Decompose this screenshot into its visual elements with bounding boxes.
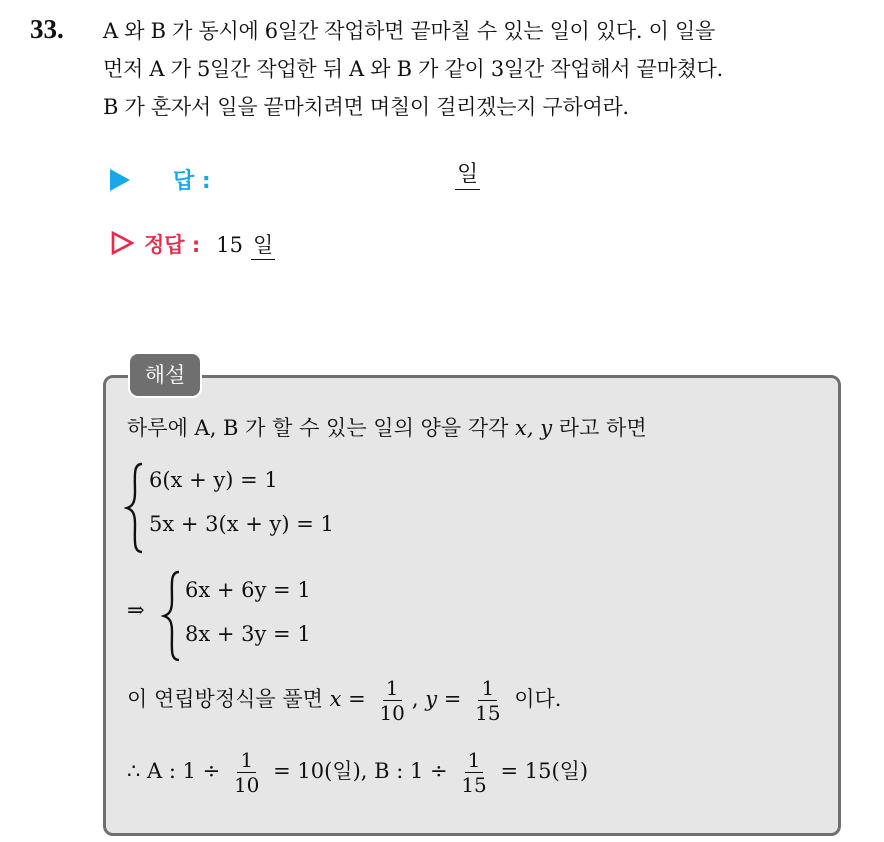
solution-text-b: 이다. [514,687,562,711]
system2-equation-1: 6x + 6y = 1 [185,578,311,602]
final-b-fraction [458,748,489,797]
final-a-result: = 10(일), [273,759,368,783]
correct-answer-unit: 일 [251,232,275,260]
question-text [103,12,873,126]
system1-equation-2: 5x + 3(x + y) = 1 [149,512,334,536]
question-number: 33. [30,14,64,44]
final-a-numerator: 1 [237,748,256,773]
left-brace-icon [124,462,146,554]
answer-row [110,164,211,195]
final-b-numerator: 1 [465,748,484,773]
x-denominator: 10 [379,701,405,725]
filled-triangle-icon [110,169,130,191]
y-denominator: 15 [475,701,501,725]
question-line-1: A 와 B 가 동시에 6일간 작업하면 끝마칠 수 있는 일이 있다. 이 일을 [103,19,715,43]
intro-text-b: 라고 하면 [558,416,647,440]
comma: , [411,687,419,711]
final-a-denominator: 10 [233,773,260,797]
final-a-fraction [231,748,262,797]
system2-equation-2: 8x + 3y = 1 [185,622,311,646]
question-line-2: 먼저 A 가 5일간 작업한 뒤 A 와 B 가 같이 3일간 작업해서 끝마쳤다. [103,57,723,81]
answer-label: 답 : [173,169,211,194]
final-a-text: ∴ A : 1 ÷ [127,759,221,783]
x-equals: x = [329,687,366,711]
correct-answer-label: 정답 : [144,233,201,257]
intro-text-a: 하루에 A, B 가 할 수 있는 일의 양을 각각 [127,416,509,440]
outline-triangle-icon [110,231,134,255]
y-numerator: 1 [478,676,497,701]
correct-answer-row [110,228,275,260]
solution-line [127,676,561,725]
x-numerator: 1 [383,676,402,701]
left-brace-icon [161,570,183,662]
implies-arrow: ⇒ [127,598,145,622]
y-equals: y = [425,687,462,711]
question-line-3: B 가 혼자서 일을 끝마치려면 며칠이 걸리겠는지 구하여라. [103,95,629,119]
intro-variables: x, y [515,416,553,440]
final-b-result: = 15(일) [500,759,589,783]
solution-text-a: 이 연립방정식을 풀면 [127,687,323,711]
answer-unit-blank[interactable]: 일 [455,162,480,190]
final-b-denominator: 15 [461,773,487,797]
correct-answer-value: 15 [216,233,244,257]
final-b-text: B : 1 ÷ [374,759,448,783]
system1-equation-1: 6(x + y) = 1 [149,468,278,492]
explanation-badge: 해설 [128,352,202,398]
explanation-intro [127,412,647,442]
final-result-line [127,748,588,797]
x-fraction [376,676,407,725]
y-fraction [472,676,503,725]
